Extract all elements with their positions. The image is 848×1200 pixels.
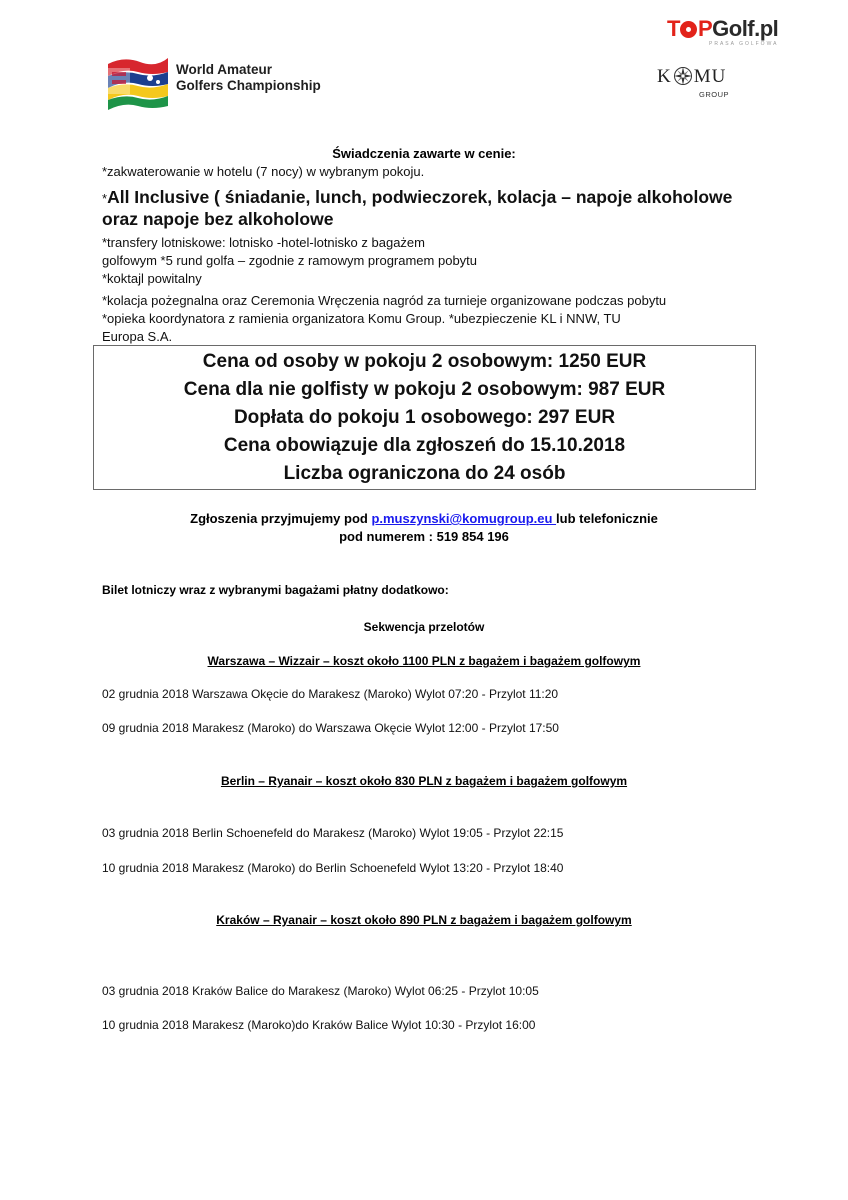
price-deadline: Cena obowiązuje dla zgłoszeń do 15.10.2018 bbox=[223, 435, 626, 456]
warsaw-return: 09 grudnia 2018 Marakesz (Maroko) do Warszawa Okęcie Wylot 12:00 - Przylot 17:50 bbox=[102, 721, 559, 735]
berlin-route-title: Berlin – Ryanair – koszt około 830 PLN z bagażem i bagażem golfowym bbox=[220, 774, 628, 788]
inclusion-insurer: Europa S.A. bbox=[102, 329, 173, 344]
berlin-outbound: 03 grudnia 2018 Berlin Schoenefeld do Marakesz (Maroko) Wylot 19:05 - Przylot 22:15 bbox=[102, 826, 564, 840]
komu-mu: MU bbox=[693, 66, 727, 87]
komu-group-label: GROUP bbox=[699, 90, 730, 99]
topgolf-subtitle: PRASA GOLFOWA bbox=[709, 41, 779, 47]
price-single-supplement: Dopłata do pokoju 1 osobowego: 297 EUR bbox=[233, 407, 616, 428]
topgolf-wordmark bbox=[667, 16, 791, 42]
komu-group-logo bbox=[657, 66, 741, 106]
warsaw-route-title: Warszawa – Wizzair – koszt około 1100 PLN z bagażem i bagażem golfowym bbox=[207, 654, 641, 668]
topgolf-t: T bbox=[667, 16, 680, 41]
inclusion-star: * bbox=[102, 191, 108, 206]
inclusion-golf-rounds: golfowym *5 rund golfa – zgodnie z ramowym programem pobytu bbox=[102, 253, 478, 268]
contact-line bbox=[0, 510, 848, 527]
berlin-return: 10 grudnia 2018 Marakesz (Maroko) do Berlin Schoenefeld Wylot 13:20 - Przylot 18:40 bbox=[102, 861, 564, 875]
topgolf-golf: Golf.pl bbox=[712, 16, 779, 41]
krakow-outbound: 03 grudnia 2018 Kraków Balice do Marakesz (Maroko) Wylot 06:25 - Przylot 10:05 bbox=[102, 984, 539, 998]
compass-rose-icon bbox=[673, 66, 693, 86]
golf-ball-icon bbox=[680, 21, 697, 38]
price-box bbox=[93, 345, 756, 490]
waogc-line2: Golfers Championship bbox=[176, 78, 321, 93]
inclusion-all-inclusive-text: All Inclusive ( śniadanie, lunch, podwieczorek, kolacja – napoje alkoholowe bbox=[107, 187, 733, 207]
contact-prefix: Zgłoszenia przyjmujemy pod bbox=[190, 511, 372, 526]
waogc-logo bbox=[104, 54, 334, 112]
inclusion-cocktail: *koktajl powitalny bbox=[102, 271, 202, 286]
topgolf-logo bbox=[667, 16, 791, 50]
inclusion-transfers: *transfery lotniskowe: lotnisko -hotel-lotnisko z bagażem bbox=[102, 235, 425, 250]
inclusion-coordinator: *opieka koordynatora z ramienia organizatora Komu Group. *ubezpieczenie KL i NNW, TU bbox=[102, 311, 621, 326]
flights-sequence-title: Sekwencja przelotów bbox=[363, 620, 485, 634]
krakow-return: 10 grudnia 2018 Marakesz (Maroko)do Kraków Balice Wylot 10:30 - Przylot 16:00 bbox=[102, 1018, 536, 1032]
waogc-wordmark bbox=[176, 62, 321, 94]
contact-suffix: lub telefonicznie bbox=[556, 511, 658, 526]
flights-intro: Bilet lotniczy wraz z wybranymi bagażami płatny dodatkowo: bbox=[102, 583, 449, 597]
inclusions-heading: Świadczenia zawarte w cenie: bbox=[332, 146, 516, 161]
topgolf-p: P bbox=[697, 16, 713, 41]
waogc-flag-icon bbox=[104, 54, 172, 110]
warsaw-outbound: 02 grudnia 2018 Warszawa Okęcie do Marakesz (Maroko) Wylot 07:20 - Przylot 11:20 bbox=[102, 687, 559, 701]
inclusion-all-inclusive bbox=[102, 186, 732, 210]
inclusion-all-inclusive-cont: oraz napoje bez alkoholowe bbox=[102, 209, 334, 229]
price-limit: Liczba ograniczona do 24 osób bbox=[283, 463, 566, 484]
contact-email-link[interactable]: p.muszynski@komugroup.eu bbox=[371, 511, 557, 526]
price-non-golfer: Cena dla nie golfisty w pokoju 2 osobowym: 987 EUR bbox=[183, 379, 666, 400]
contact-phone: pod numerem : 519 854 196 bbox=[339, 529, 509, 544]
price-double-room: Cena od osoby w pokoju 2 osobowym: 1250 EUR bbox=[202, 351, 647, 372]
waogc-line1: World Amateur bbox=[176, 62, 273, 77]
krakow-route-title: Kraków – Ryanair – koszt około 890 PLN z bagażem i bagażem golfowym bbox=[216, 913, 632, 927]
komu-k: K bbox=[657, 66, 672, 87]
inclusion-accommodation: *zakwaterowanie w hotelu (7 nocy) w wybranym pokoju. bbox=[102, 164, 425, 179]
inclusion-farewell-dinner: *kolacja pożegnalna oraz Ceremonia Wręczenia nagród za turnieje organizowane podczas pobytu bbox=[102, 293, 667, 308]
komu-wordmark bbox=[657, 66, 726, 88]
